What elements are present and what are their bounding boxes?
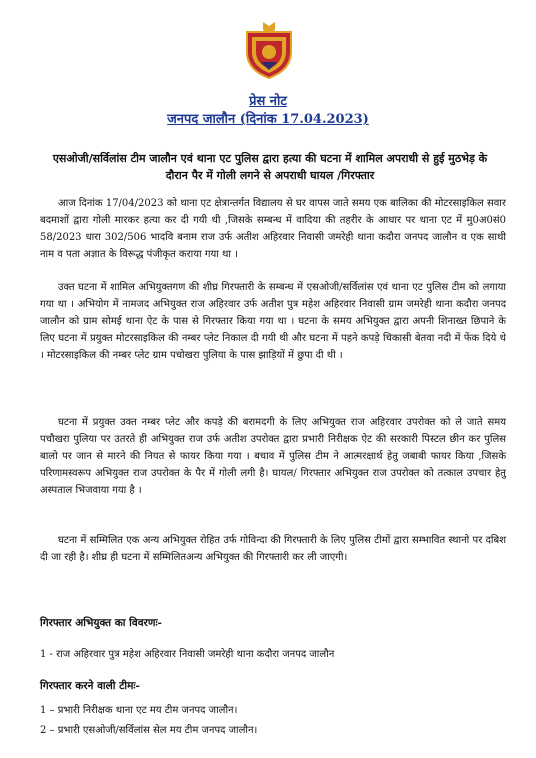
headline: एसओजी/सर्विलांस टीम जालौन एवं थाना एट पुलिस द्वारा हत्या की घटना में शामिल अपराधी से हुई मुठभेड़ के दौरान पैर में गोली लगने से अपराधी घायल /गिरफ्तार (52, 152, 488, 182)
team-item: 1 – प्रभारी निरीक्षक थाना एट मय टीम जनपद जालौन। (40, 705, 238, 716)
team-heading: गिरफ्तार करने वाली टीमः- (40, 680, 140, 692)
district-date-line: जनपद जालौन (दिनांक 17.04.2023) (167, 112, 369, 127)
paragraph-2: उक्त घटना में शामिल अभियुक्तगण की शीघ्र गिरफ्तारी के सम्बन्ध में एसओजी/सर्विलांस एवं थाना एट पुलिस टीम को लगाया गया था । अभियोग में नामजद अभियुक्त राज अहिरवार उर्फ अतीश पुत्र महेश अहिरवार निवासी ग्राम जमरेही थाना कदौरा जनपद जालौन को ग्राम सोमई थाना ऐट के पास से गिरफ्तार किया गया था । घटना के समय अभियुक्त द्वारा अपनी शिनाख्त छिपाने के लिए घटना में प्रयुक्त मोटरसाइकिल की नम्बर प्लेट निकाल दी गयी थी और घटना में पहने कपड़े चिकासी बेतवा नदी में फेंक दिये थे । मोटरसाइकिल की नम्बर प्लेट ग्राम पचोखरा पुलिया के पास झाड़ियों में छुपा दी थी । (40, 282, 506, 361)
up-police-emblem-icon (241, 20, 297, 80)
arrested-item: 1 - राज अहिरवार पुत्र महेश अहिरवार निवासी जमरेही थाना कदौरा जनपद जालौन (40, 649, 335, 660)
paragraph-1: आज दिनांक 17/04/2023 को थाना एट क्षेत्रान्तर्गत विद्यालय से घर वापस जाते समय एक बालिका की मोटरसाइकिल सवार बदमाशों द्वारा गोली मारकर हत्या कर दी गयी थी ,जिसके सम्बन्ध में वादिया की तहरीर के आधार पर थाना एट में मु0अ0सं0 58/2023 धारा 302/506 भादवि बनाम राज उर्फ अतीश अहिरवार निवासी जमरेही थाना कदौरा जनपद जालौन व एक साथी नाम व पता अज्ञात के विरूद्ध पंजीकृत कराया गया था । (40, 198, 506, 260)
page-title: प्रेस नोट (249, 94, 287, 109)
paragraph-3: घटना में प्रयुक्त उक्त नम्बर प्लेट और कपड़े की बरामदगी के लिए अभियुक्त राज अहिरवार उपरोक्त को ले जाते समय पचौखरा पुलिया पर उतरते ही अभियुक्त राज उर्फ अतीश उपरोक्त द्वारा प्रभारी निरीक्षक ऐट की सरकारी पिस्टल छीन कर पुलिस बालो पर जान से मारने की नियत से फायर किया गया । बचाव में पुलिस टीम ने आत्मरक्षार्थ हेतु जबाबी फायर किया ,जिसके परिणामस्वरूप अभियुक्त राज उपरोक्त के पैर में गोली लगी है। घायल/ गिरफ्तार अभियुक्त राज उपरोक्त को तत्काल उपचार हेतु अस्पताल भिजवाया गया है । (40, 417, 506, 496)
arrested-heading: गिरफ्तार अभियुक्त का विवरणः- (40, 617, 162, 629)
team-item: 2 – प्रभारी एसओजी/सर्विलांस सेल मय टीम जनपद जालौन। (40, 725, 258, 736)
paragraph-4: घटना में सम्मिलित एक अन्य अभियुक्त रोहित उर्फ गोविन्दा की गिरफ्तारी के लिए पुलिस टीमों द्वारा सम्भावित स्थानो पर दबिश दी जा रही है। शीघ्र ही घटना में सम्मिलितअन्य अभियुक्त की गिरफ्तारी कर ली जाएगी। (40, 535, 506, 563)
